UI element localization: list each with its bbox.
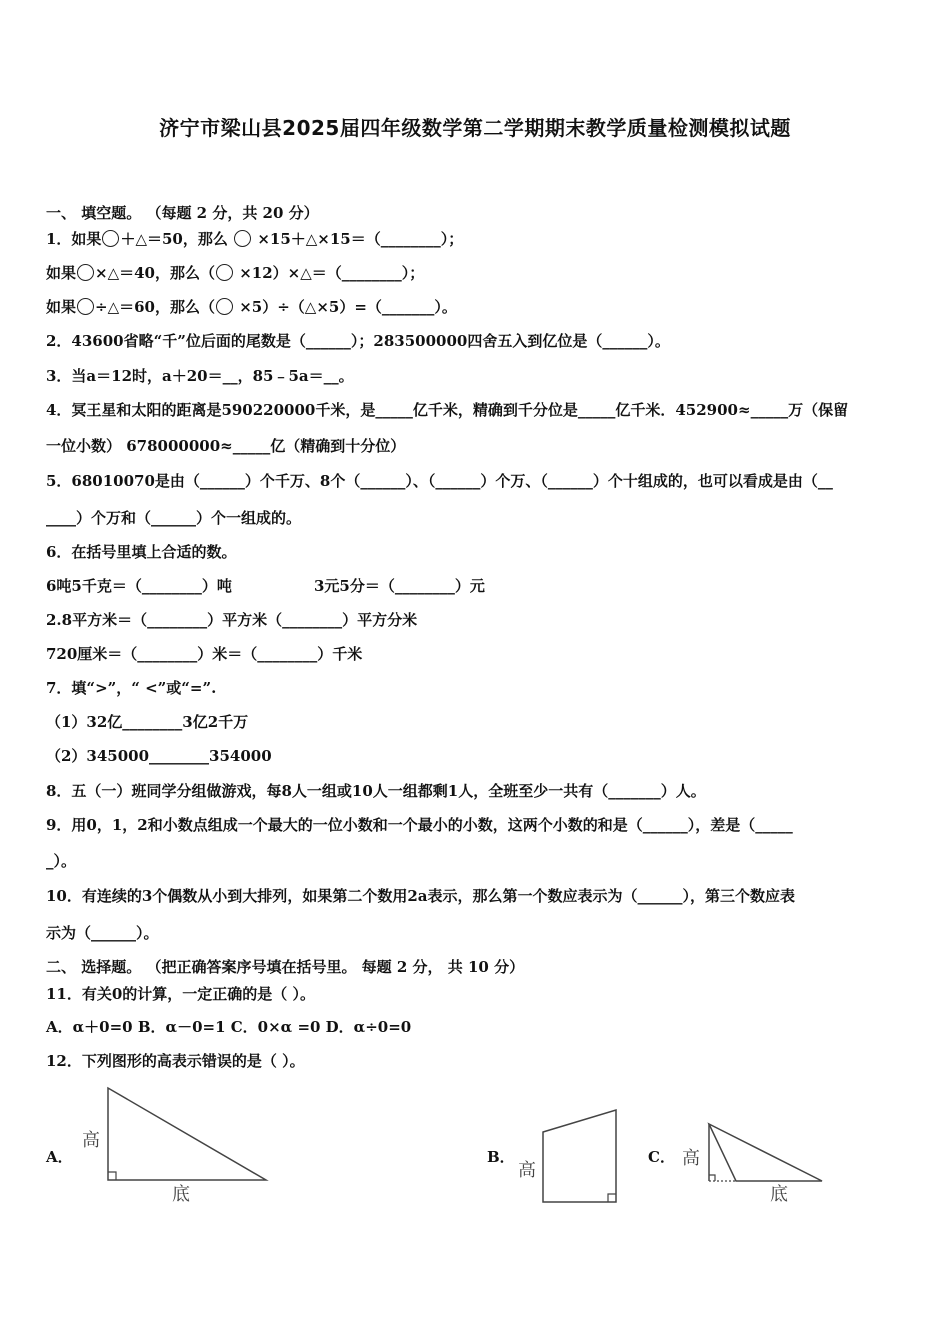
question-6-row1a: 6吨5千克＝（________）吨 <box>46 577 232 595</box>
question-6-row3: 720厘米＝（________）米＝（________）千米 <box>46 645 363 663</box>
circle-symbol <box>234 230 251 247</box>
question-4-line2: 一位小数） 678000000≈_____亿（精确到十分位） <box>46 437 406 455</box>
q1b-prefix: 如果 <box>46 264 77 282</box>
q1a-prefix: 1．如果 <box>46 230 102 248</box>
q1c-mid: ÷△＝60，那么（ <box>95 298 215 316</box>
question-6-row1b: 3元5分＝（________）元 <box>314 577 485 595</box>
q1b-mid: ×△＝40，那么（ <box>95 264 215 282</box>
question-6-stem: 6．在括号里填上合适的数。 <box>46 543 237 561</box>
triangle-c-outline <box>709 1124 822 1181</box>
question-4-line1: 4．冥王星和太阳的距离是590220000千米，是_____亿千米，精确到千分位是_____亿千米．452900≈_____万（保留 <box>46 401 849 419</box>
question-10-line2: 示为（______）。 <box>46 924 159 942</box>
height-label-c: 高 <box>682 1148 700 1169</box>
page-title: 济宁市梁山县2025届四年级数学第二学期期末教学质量检测模拟试题 <box>159 116 791 140</box>
question-12-stem: 12．下列图形的高表示错误的是（ ）。 <box>46 1052 305 1070</box>
figure-a-right-triangle <box>76 1082 276 1210</box>
question-7-stem: 7．填“>”，“ <”或“=”. <box>46 679 217 697</box>
right-angle-mark <box>709 1175 715 1181</box>
q1a-mid: ＋△＝50，那么 <box>120 230 228 248</box>
triangle-a-outline <box>108 1088 266 1180</box>
height-label-a: 高 <box>82 1130 100 1151</box>
circle-symbol <box>77 264 94 281</box>
q1c-prefix: 如果 <box>46 298 77 316</box>
circle-symbol <box>102 230 119 247</box>
circle-symbol <box>216 298 233 315</box>
q1a-end: ×15＋△×15＝（________）； <box>257 230 464 248</box>
question-9-line1: 9．用0，1，2和小数点组成一个最大的一位小数和一个最小的小数，这两个小数的和是（______），差是（_____ <box>46 816 793 834</box>
question-5-line2: ____）个万和（______）个一组成的。 <box>46 509 302 527</box>
option-a-label: A． <box>46 1148 73 1166</box>
option-c-label: C． <box>648 1148 675 1166</box>
height-label-b: 高 <box>518 1160 536 1181</box>
figure-b-trapezoid <box>514 1104 624 1210</box>
option-b-label: B． <box>487 1148 515 1166</box>
question-10-line1: 10．有连续的3个偶数从小到大排列，如果第二个数用2a表示，那么第一个数应表示为（______），第三个数应表 <box>46 887 795 905</box>
question-8: 8．五（一）班同学分组做游戏，每8人一组或10人一组都剩1人，全班至少一共有（_______）人。 <box>46 782 706 800</box>
right-angle-mark <box>108 1172 116 1180</box>
figure-c-triangle <box>680 1118 830 1210</box>
question-2: 2．43600省略“千”位后面的尾数是（______）；283500000四舍五入到亿位是（______）。 <box>46 332 670 350</box>
question-9-line2: _）。 <box>46 852 77 870</box>
question-5-line1: 5．68010070是由（______）个千万、8个（______）、（______）个万、（______）个十组成的，也可以看成是由（__ <box>46 472 833 490</box>
q1c-end: ×5）÷（△×5）=（_______）。 <box>239 298 457 316</box>
base-label-a: 底 <box>172 1184 190 1205</box>
right-angle-mark <box>608 1194 616 1202</box>
section-choice-heading: 二、 选择题。 （把正确答案序号填在括号里。 每题 2 分， 共 10 分） <box>46 958 525 976</box>
question-7-a: （1）32亿________3亿2千万 <box>46 713 249 731</box>
question-7-b: （2）345000________354000 <box>46 747 272 765</box>
question-6-row2: 2.8平方米＝（________）平方米（________）平方分米 <box>46 611 418 629</box>
question-11-options: A．α＋0=0 B．α－0=1 C．0×α =0 D．α÷0=0 <box>46 1018 412 1036</box>
circle-symbol <box>77 298 94 315</box>
question-11-stem: 11．有关0的计算，一定正确的是（ ）。 <box>46 985 316 1003</box>
question-1a <box>46 228 463 249</box>
base-label-c: 底 <box>770 1184 788 1205</box>
question-1c <box>46 296 457 317</box>
trapezoid-b-outline <box>543 1110 616 1202</box>
circle-symbol <box>216 264 233 281</box>
section-fill-heading: 一、 填空题。 （每题 2 分，共 20 分） <box>46 204 319 222</box>
question-1b <box>46 262 424 283</box>
question-3: 3．当a＝12时，a＋20＝__，85﹣5a＝__。 <box>46 367 354 385</box>
q1b-end: ×12）×△＝（________）； <box>239 264 425 282</box>
